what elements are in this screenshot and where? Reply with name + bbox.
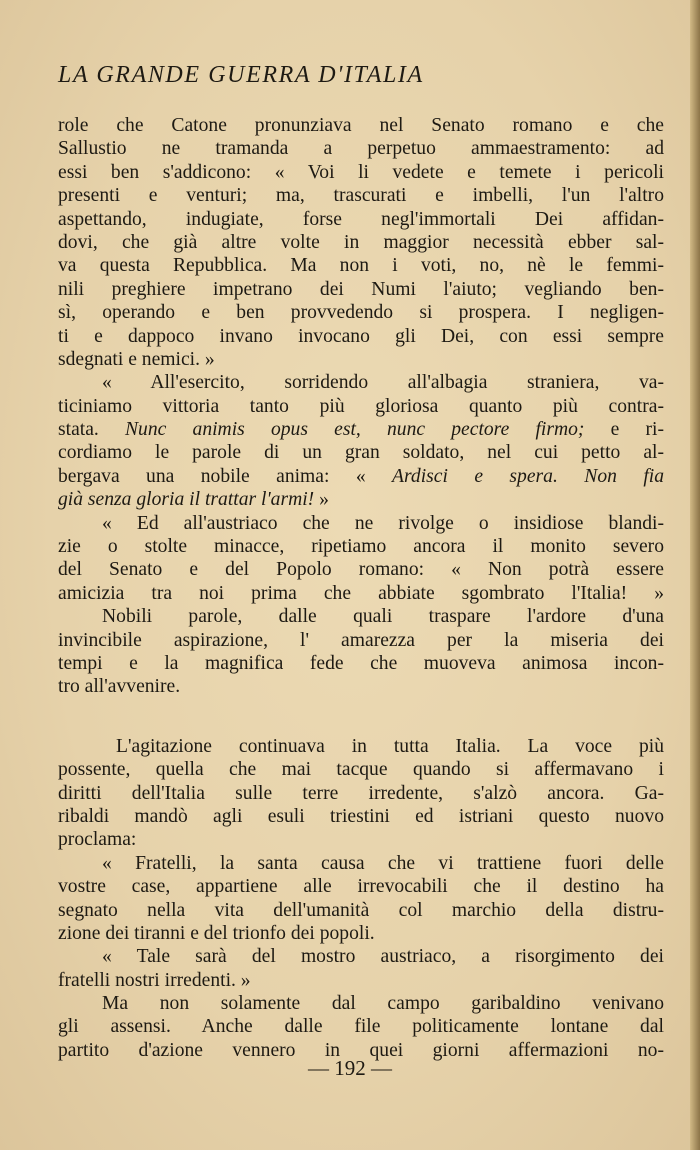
text-line: segnato nella vita dell'umanità col marchio della distru-: [58, 899, 664, 921]
text-line: « Fratelli, la santa causa che vi trattiene fuori delle: [102, 852, 664, 874]
text-line: diritti dell'Italia sulle terre irredente, s'alzò ancora. Ga-: [58, 782, 664, 804]
text-line: L'agitazione continuava in tutta Italia. La voce più: [116, 735, 664, 757]
text-line: ticiniamo vittoria tanto più gloriosa quanto più contra-: [58, 395, 664, 417]
text-line: « Ed all'austriaco che ne rivolge o insidiose blandi-: [102, 512, 664, 534]
paragraph: [58, 114, 664, 371]
text-line: « All'esercito, sorridendo all'albagia straniera, va-: [102, 372, 664, 394]
text-line: bergava una nobile anima: « Ardisci e spera. Non fia: [58, 465, 665, 487]
latin-quote: Nunc animis opus est, nunc pectore firmo;: [124, 419, 585, 441]
text-line: nili preghiere impetrano dei Numi l'aiuto; vegliando ben-: [58, 278, 664, 300]
text-line: ti e dappoco invano invocano gli Dei, con essi sempre: [58, 325, 664, 347]
text-line: cordiamo le parole di un gran soldato, nel cui petto al-: [58, 442, 664, 464]
text-line: Ma non solamente dal campo garibaldino venivano: [102, 993, 664, 1015]
running-title: LA GRANDE GUERRA D'ITALIA: [58, 62, 424, 88]
paragraph: [58, 992, 664, 1062]
body-text: [58, 114, 664, 1062]
text-line: « Tale sarà del mostro austriaco, a risorgimento dei: [102, 946, 664, 968]
text-line: sì, operando e ben provvedendo si prospera. I negligen-: [58, 302, 664, 324]
paragraph: [58, 852, 664, 946]
text-line: amicizia tra noi prima che abbiate sgombrato l'Italia! »: [58, 582, 664, 604]
text-line: stata. Nunc animis opus est, nunc pectore firmo; e ri-: [58, 419, 664, 441]
italic-quote: Ardisci e spera. Non fia: [392, 465, 665, 487]
text-line: Sallustio ne tramanda a perpetuo ammaestramento: ad: [58, 138, 664, 160]
section-break: [58, 699, 664, 735]
text-line: Nobili parole, dalle quali traspare l'ardore d'una: [102, 606, 664, 628]
text-line: proclama:: [58, 829, 137, 851]
text-line: invincibile aspirazione, l' amarezza per la miseria dei: [58, 629, 664, 651]
text-line: gli assensi. Anche dalle file politicamente lontane dal: [58, 1016, 664, 1038]
page-number: — 192 —: [308, 1056, 392, 1080]
text-line: possente, quella che mai tacque quando si affermavano i: [58, 759, 664, 781]
italic-quote: già senza gloria il trattar l'armi!: [58, 489, 315, 511]
text-line: va questa Repubblica. Ma non i voti, no, nè le femmi-: [58, 255, 664, 277]
text-line: partito d'azione vennero in quei giorni affermazioni no-: [58, 1039, 664, 1061]
text-line: presenti e venturi; ma, trascurati e imbelli, l'un l'altro: [58, 185, 664, 207]
paragraph: [58, 945, 664, 992]
text-line: aspettando, indugiate, forse negl'immortali Dei affidan-: [58, 208, 664, 230]
text-line: essi ben s'addicono: « Voi li vedete e temete i pericoli: [58, 161, 664, 183]
text-line: tro all'avvenire.: [58, 676, 181, 698]
text-line: tempi e la magnifica fede che muoveva animosa incon-: [58, 652, 664, 674]
paragraph: [58, 512, 664, 606]
text-line: fratelli nostri irredenti. »: [58, 969, 251, 991]
text-line: zie o stolte minacce, ripetiamo ancora il monito severo: [58, 536, 664, 558]
paragraph: [58, 605, 664, 699]
page-edge-shadow: [690, 0, 700, 1150]
paragraph: [58, 735, 664, 852]
paragraph: [58, 371, 664, 511]
text-line: zione dei tiranni e del trionfo dei popoli.: [58, 922, 375, 944]
text-line: del Senato e del Popolo romano: « Non potrà essere: [58, 559, 664, 581]
text-line: vostre case, appartiene alle irrevocabili che il destino ha: [58, 876, 664, 898]
text-line: dovi, che già altre volte in maggior necessità ebber sal-: [58, 231, 664, 253]
text-line: sdegnati e nemici. »: [58, 348, 215, 370]
text-line: già senza gloria il trattar l'armi! »: [58, 489, 329, 511]
text-line: ribaldi mandò agli esuli triestini ed istriani questo nuovo: [58, 805, 664, 827]
text-line: role che Catone pronunziava nel Senato romano e che: [58, 115, 664, 136]
